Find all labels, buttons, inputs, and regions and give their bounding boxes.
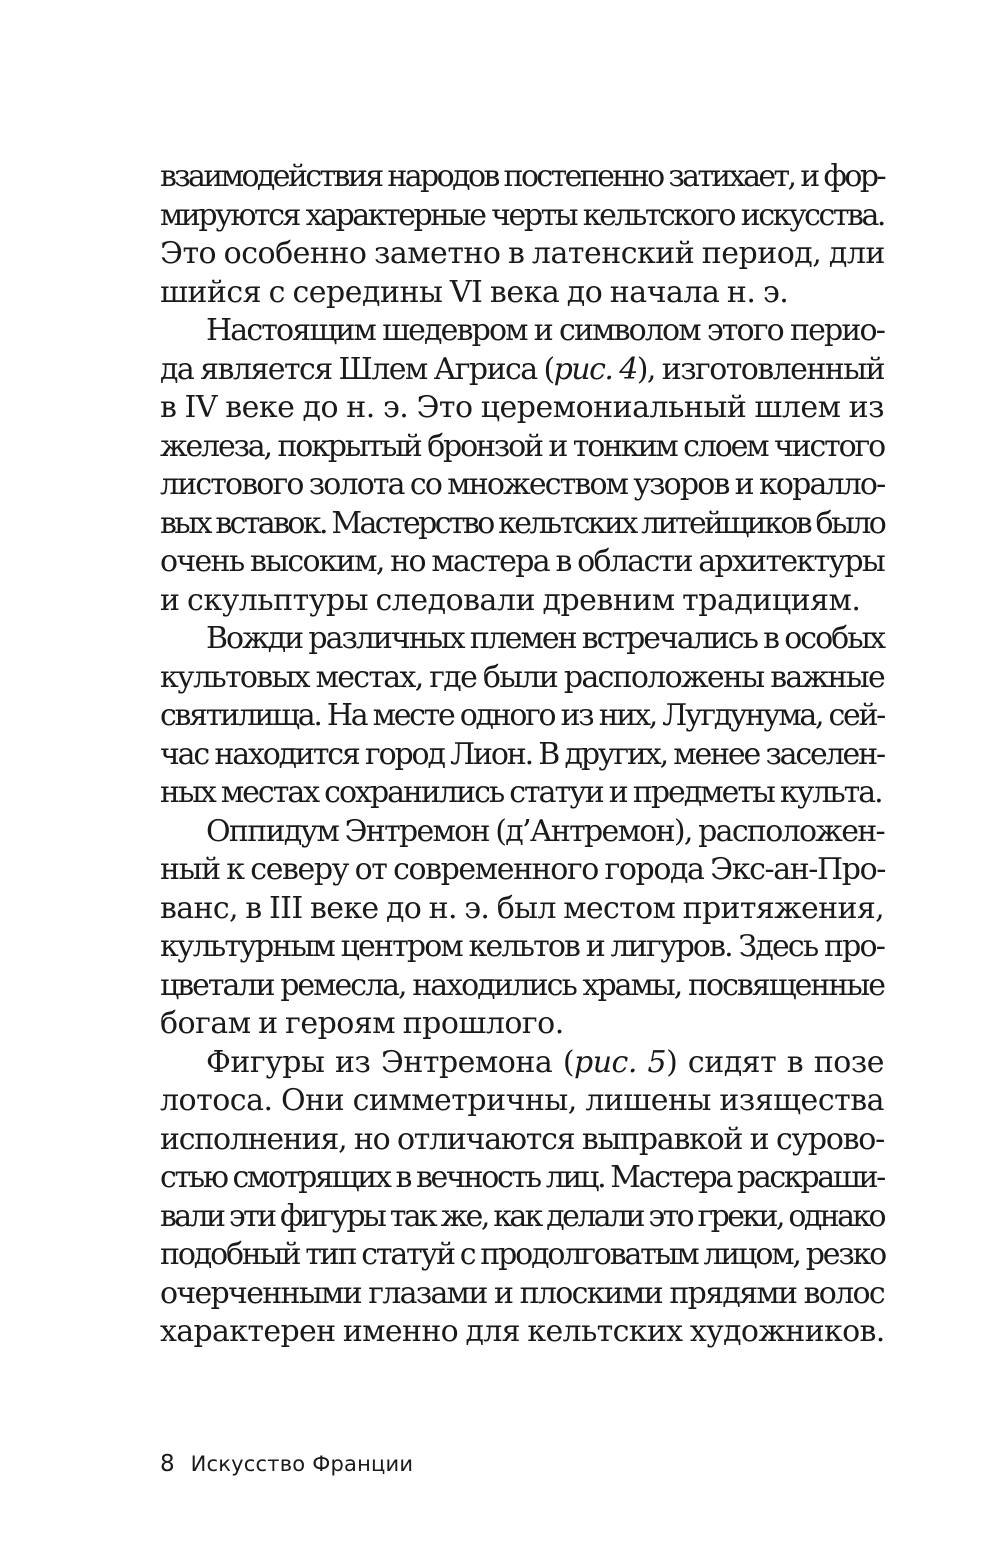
text-line: святилища. На месте одного из них, Лугдунума, сей- (160, 698, 884, 733)
page-number: 8 (160, 1451, 175, 1477)
text-line: ный к северу от современного города Экс-ан-Про- (160, 852, 886, 887)
text-line: шийся с середины VI века до начала н. э. (160, 274, 789, 310)
text-line: взаимодействия народов постепенно затихает, и фор- (160, 159, 884, 194)
text-line: час находится город Лион. В других, менее заселен- (160, 736, 884, 772)
figure-reference: рис. 5 (574, 1044, 667, 1080)
text-line: да является Шлем Агриса (рис. 4), изготовленный (160, 351, 884, 387)
text-line: Фигуры из Энтремона (рис. 5) сидят в позе (206, 1044, 884, 1080)
text-line: очерченными глазами и плоскими прядями волос (160, 1275, 884, 1311)
text-line: богам и героям прошлого. (160, 1006, 564, 1041)
text-line: Оппидум Энтремон (д’Антремон), расположен- (206, 813, 884, 849)
text-line: и скульптуры следовали древним традициям. (160, 582, 861, 618)
text-line: характерен именно для кельтских художников. (160, 1314, 885, 1349)
text-line: Настоящим шедевром и символом этого перио- (206, 313, 884, 348)
text-line: Это особенно заметно в латенский период, дли (160, 236, 885, 271)
text-line: культовых местах, где были расположены важные (160, 659, 884, 695)
text-line: лотоса. Они симметричны, лишены изящества (160, 1083, 884, 1118)
text-line: мируются характерные черты кельтского искусства. (160, 197, 884, 233)
text-line: Вожди различных племен встречались в особых (206, 621, 884, 656)
figure-reference: рис. 4 (553, 351, 637, 387)
text-line: вали эти фигуры так же, как делали это греки, однако (160, 1198, 884, 1234)
text-line: ных местах сохранились статуи и предметы культа. (160, 775, 882, 810)
text-line: цветали ремесла, находились храмы, посвященные (160, 967, 884, 1003)
running-title: Искусство Франции (190, 1452, 414, 1476)
text-line: культурным центром кельтов и лигуров. Здесь про- (160, 929, 884, 964)
page-footer (160, 1451, 413, 1477)
text-line: железа, покрытый бронзой и тонким слоем чистого (160, 428, 884, 464)
text-line: листового золота со множеством узоров и коралло- (160, 467, 885, 502)
body-text (160, 158, 884, 1352)
text-line: ванс, в III веке до н. э. был местом притяжения, (160, 890, 884, 926)
text-line: стью смотрящих в вечность лиц. Мастера раскраши- (160, 1160, 884, 1195)
text-line: подобный тип статуй с продолговатым лицом, резко (160, 1237, 886, 1272)
text-line: исполнения, но отличаются выправкой и сурово- (160, 1121, 884, 1157)
text-line: в IV веке до н. э. Это церемониальный шлем из (160, 390, 884, 425)
text-line: очень высоким, но мастера в области архитектуры (160, 544, 884, 579)
text-line: вых вставок. Мастерство кельтских литейщиков было (160, 505, 885, 541)
